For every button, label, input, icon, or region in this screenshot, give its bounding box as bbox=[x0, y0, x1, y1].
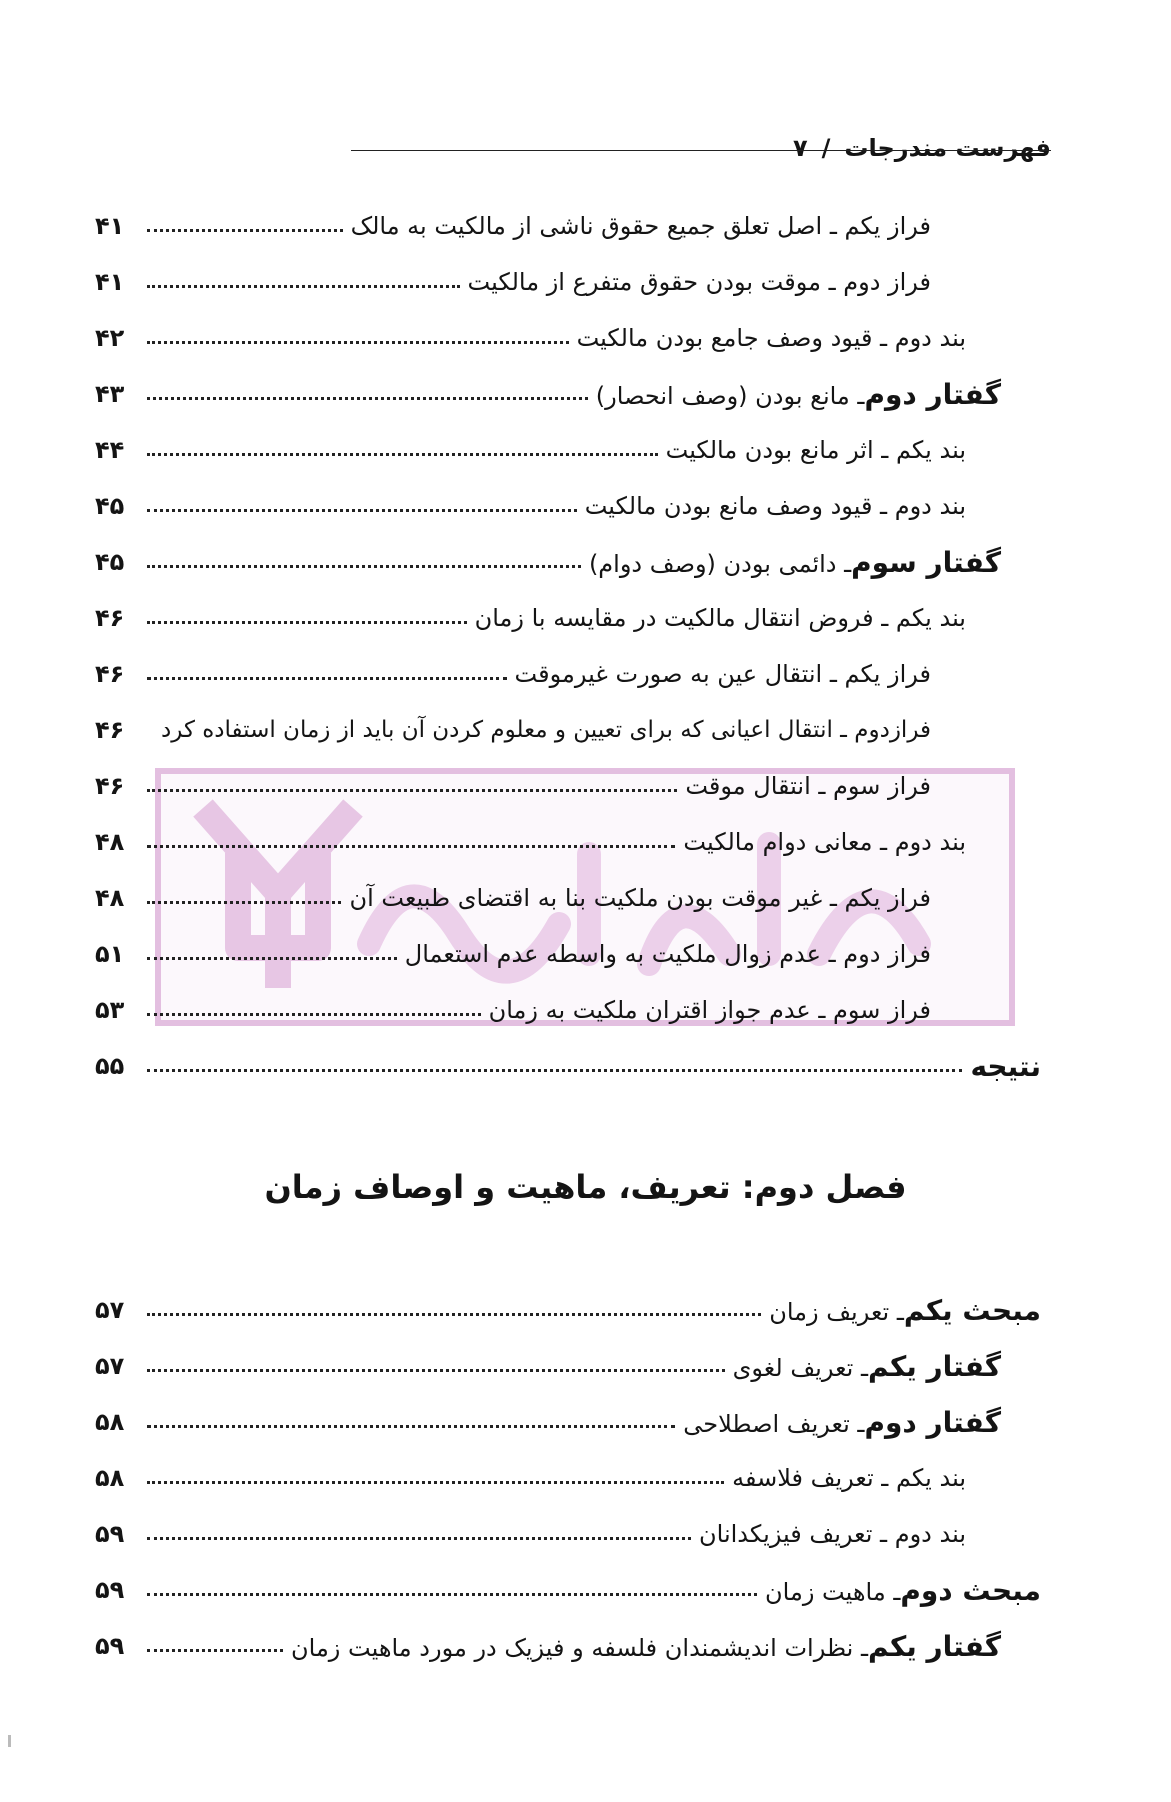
entry-page-number: ۵۹ bbox=[95, 1520, 125, 1548]
entry-page-number: ۵۱ bbox=[95, 940, 125, 968]
toc-entry[interactable]: فراز یکم ـ غیر موقت بودن ملکیت بنا به اقتضای طبیعت آن ۴۸ bbox=[95, 884, 931, 912]
margin-mark bbox=[8, 1735, 11, 1747]
entry-page-number: ۵۷ bbox=[95, 1352, 125, 1380]
toc-entry[interactable]: بند یکم ـ تعریف فلاسفه ۵۸ bbox=[95, 1464, 966, 1492]
toc-entry[interactable]: بند یکم ـ فروض انتقال مالکیت در مقایسه با زمان ۴۶ bbox=[95, 604, 966, 632]
entry-page-number: ۴۶ bbox=[95, 660, 125, 688]
toc-entry[interactable]: فراز دوم ـ موقت بودن حقوق متفرع از مالکیت ۴۱ bbox=[95, 268, 931, 296]
leader-dots bbox=[147, 285, 460, 288]
leader-dots bbox=[147, 1069, 962, 1072]
leader-dots bbox=[147, 229, 343, 232]
entry-page-number: ۴۶ bbox=[95, 772, 125, 800]
toc-entry[interactable]: فراز یکم ـ اصل تعلق جمیع حقوق ناشی از مالکیت به مالک ۴۱ bbox=[95, 212, 931, 240]
toc-entry[interactable]: بند دوم ـ تعریف فیزیکدانان ۵۹ bbox=[95, 1520, 966, 1548]
toc-entry[interactable]: گفتار دوم ـ تعریف اصطلاحی ۵۸ bbox=[95, 1405, 1001, 1439]
toc-entry[interactable]: گفتار یکم ـ تعریف لغوی ۵۷ bbox=[95, 1349, 1001, 1383]
toc-entry[interactable]: مبحث یکم ـ تعریف زمان ۵۷ bbox=[95, 1293, 1041, 1327]
entry-page-number: ۴۵ bbox=[95, 548, 125, 576]
leader-dots bbox=[147, 565, 581, 568]
entry-page-number: ۴۱ bbox=[95, 212, 125, 240]
leader-dots bbox=[147, 1369, 725, 1372]
leader-dots bbox=[147, 677, 507, 680]
entry-page-number: ۵۷ bbox=[95, 1296, 125, 1324]
running-head bbox=[90, 128, 1051, 168]
toc-entry[interactable]: بند دوم ـ معانی دوام مالکیت ۴۸ bbox=[95, 828, 966, 856]
leader-dots bbox=[147, 1593, 757, 1596]
leader-dots bbox=[147, 397, 588, 400]
toc-entry[interactable]: فراز یکم ـ انتقال عین به صورت غیرموقت ۴۶ bbox=[95, 660, 931, 688]
header-page-number: ۷ bbox=[792, 134, 808, 162]
leader-dots bbox=[147, 1313, 761, 1316]
toc-entry[interactable]: گفتار دوم ـ مانع بودن (وصف انحصار) ۴۳ bbox=[95, 377, 1001, 411]
leader-dots bbox=[147, 453, 658, 456]
header-title: فهرست مندرجات bbox=[844, 134, 1051, 162]
leader-dots bbox=[147, 509, 577, 512]
leader-dots bbox=[147, 901, 341, 904]
entry-page-number: ۵۸ bbox=[95, 1464, 125, 1492]
toc-entry[interactable]: بند دوم ـ قیود وصف مانع بودن مالکیت ۴۵ bbox=[95, 492, 966, 520]
toc-entry[interactable]: نتیجه ۵۵ bbox=[95, 1049, 1041, 1083]
leader-dots bbox=[147, 341, 569, 344]
leader-dots bbox=[147, 621, 467, 624]
toc-entry[interactable]: فراز دوم ـ عدم زوال ملکیت به واسطه عدم استعمال ۵۱ bbox=[95, 940, 931, 968]
toc-entry[interactable]: گفتار یکم ـ نظرات اندیشمندان فلسفه و فیزیک در مورد ماهیت زمان ۵۹ bbox=[95, 1629, 1001, 1663]
entry-page-number: ۴۱ bbox=[95, 268, 125, 296]
header-rule bbox=[351, 150, 1051, 151]
entry-page-number: ۴۶ bbox=[95, 604, 125, 632]
toc-entry[interactable]: بند یکم ـ اثر مانع بودن مالکیت ۴۴ bbox=[95, 436, 966, 464]
entry-page-number: ۴۸ bbox=[95, 828, 125, 856]
entry-page-number: ۴۵ bbox=[95, 492, 125, 520]
toc-entry[interactable]: فراز سوم ـ عدم جواز اقتران ملکیت به زمان ۵۳ bbox=[95, 996, 931, 1024]
leader-dots bbox=[147, 1425, 675, 1428]
entry-page-number: ۵۹ bbox=[95, 1632, 125, 1660]
leader-dots bbox=[147, 1649, 283, 1652]
toc-entry[interactable]: بند دوم ـ قیود وصف جامع بودن مالکیت ۴۲ bbox=[95, 324, 966, 352]
toc-entry[interactable]: فرازدوم ـ انتقال اعیانی که برای تعیین و معلوم کردن آن باید از زمان استفاده کرد ۴۶ bbox=[95, 716, 931, 744]
entry-page-number: ۵۹ bbox=[95, 1576, 125, 1604]
entry-page-number: ۵۳ bbox=[95, 996, 125, 1024]
leader-dots bbox=[147, 957, 397, 960]
toc-entry[interactable]: فراز سوم ـ انتقال موقت ۴۶ bbox=[95, 772, 931, 800]
leader-dots bbox=[147, 1013, 481, 1016]
header-separator: / bbox=[821, 134, 831, 162]
entry-page-number: ۴۴ bbox=[95, 436, 125, 464]
toc-entry[interactable]: گفتار سوم ـ دائمی بودن (وصف دوام) ۴۵ bbox=[95, 545, 1001, 579]
entry-page-number: ۴۸ bbox=[95, 884, 125, 912]
chapter-title: فصل دوم: تعریف، ماهیت و اوصاف زمان bbox=[264, 1168, 907, 1206]
entry-page-number: ۴۳ bbox=[95, 380, 125, 408]
entry-page-number: ۵۵ bbox=[95, 1052, 125, 1080]
leader-dots bbox=[147, 845, 675, 848]
leader-dots bbox=[147, 1481, 724, 1484]
entry-page-number: ۴۲ bbox=[95, 324, 125, 352]
leader-dots bbox=[147, 1537, 691, 1540]
entry-page-number: ۵۸ bbox=[95, 1408, 125, 1436]
entry-page-number: ۴۶ bbox=[95, 716, 125, 744]
toc-entry[interactable]: مبحث دوم ـ ماهیت زمان ۵۹ bbox=[95, 1573, 1041, 1607]
leader-dots bbox=[147, 789, 677, 792]
